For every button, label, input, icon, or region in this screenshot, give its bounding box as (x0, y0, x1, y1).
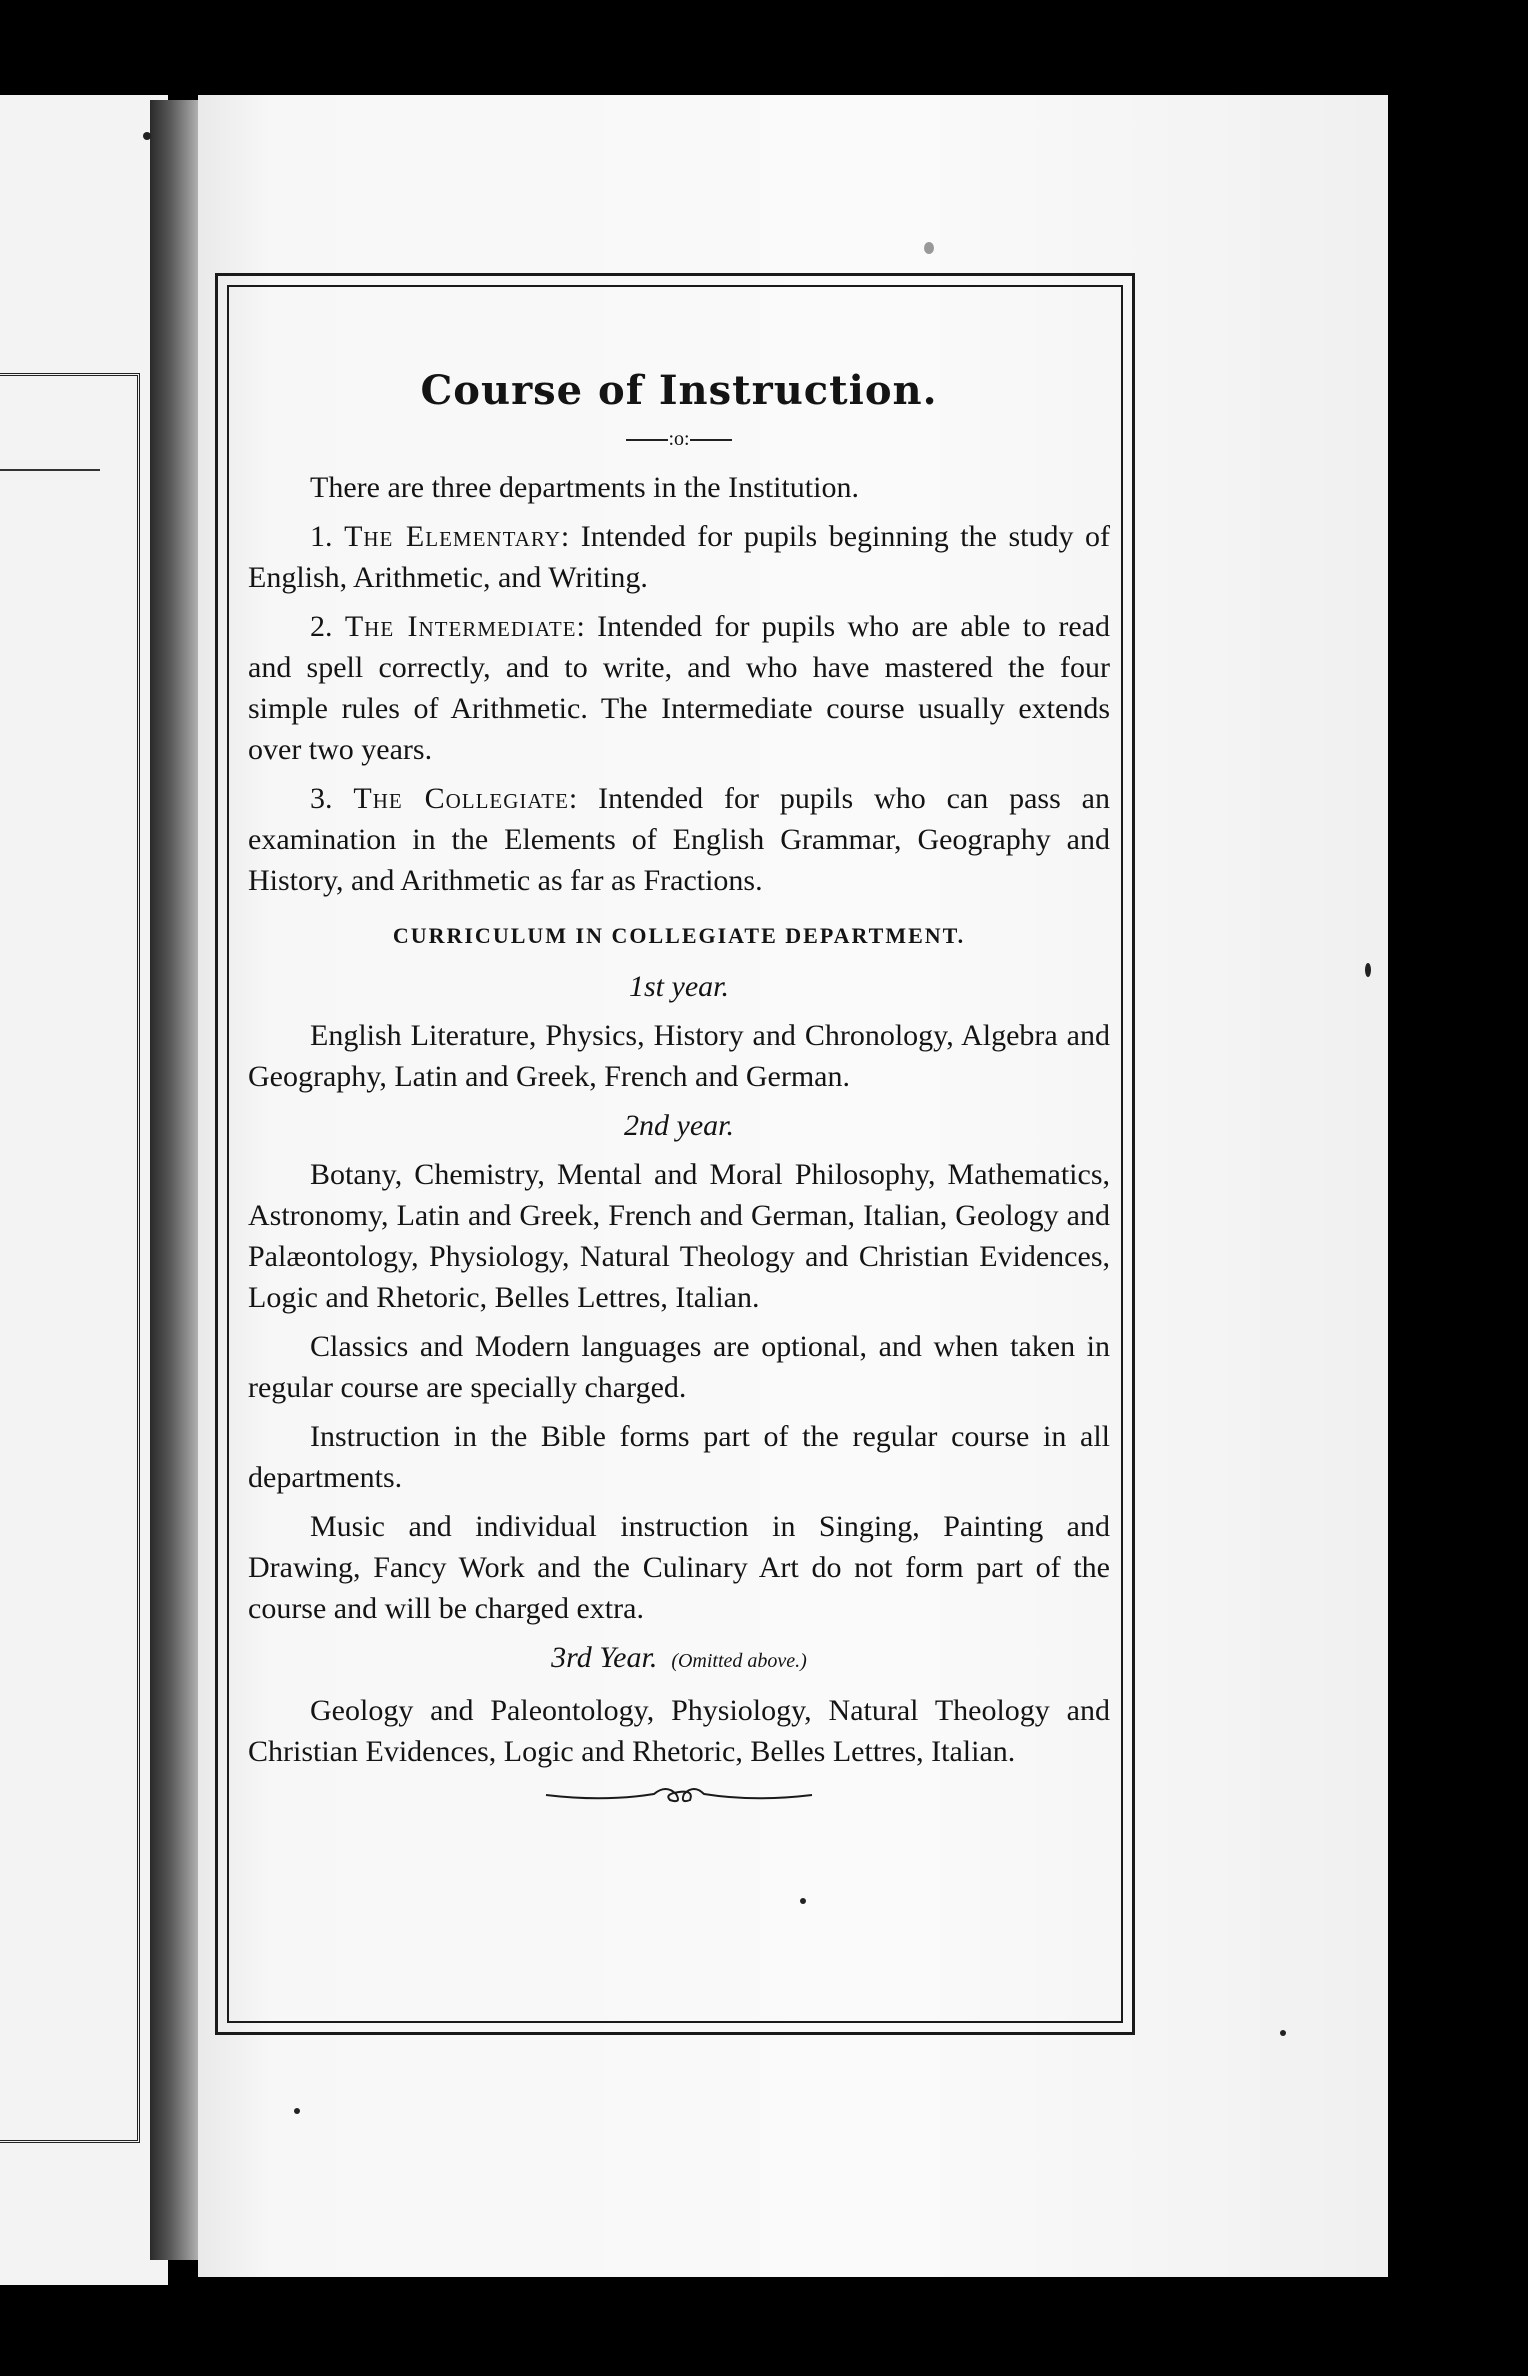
year-2-subjects: Botany, Chemistry, Mental and Moral Philosophy, Mathematics, Astronomy, Latin and Greek, French and German, Italian, Geology and Palæontology, Physiology, Natural Theology and Christian Evidences, Logic and Rhetoric, Belles Lettres, Italian. (248, 1158, 1110, 1314)
curriculum-heading: CURRICULUM IN COLLEGIATE DEPARTMENT. (392, 923, 966, 948)
year-3-heading (248, 1637, 1110, 1682)
end-flourish (248, 1780, 1110, 1821)
left-page-edge (0, 95, 168, 2285)
year-3-label: 3rd Year. (551, 1641, 658, 1674)
intro-paragraph: There are three departments in the Institution. (310, 471, 859, 504)
left-page-frame (0, 373, 140, 2143)
book-spine-shadow (150, 100, 202, 2260)
scan-speck (1280, 2030, 1286, 2036)
music-note: Music and individual instruction in Singing, Painting and Drawing, Fancy Work and the Culinary Art do not form part of the course and will be charged extra. (248, 1510, 1110, 1625)
department-description: : Intended for pupils beginning the study of English, Arithmetic, and Writing. (248, 520, 1110, 594)
year-2-label: 2nd year. (624, 1109, 734, 1142)
year-3-note: (Omitted above.) (671, 1650, 807, 1672)
department-number: 3. (310, 782, 333, 815)
department-name: The Elementary (344, 520, 561, 553)
department-elementary (248, 516, 1110, 598)
page-content (248, 365, 1110, 1821)
year-1-label: 1st year. (629, 970, 729, 1003)
scan-speck (143, 132, 151, 140)
department-name: The Intermediate (344, 610, 577, 643)
ornament-text: :o: (668, 428, 690, 450)
department-number: 1. (310, 520, 333, 553)
scan-speck (294, 2108, 300, 2114)
left-page-rule (0, 469, 100, 471)
year-1-subjects: English Literature, Physics, History and Chronology, Algebra and Geography, Latin and Greek, French and German. (248, 1019, 1110, 1093)
scan-background (0, 0, 1528, 95)
department-name: The Collegiate (353, 782, 569, 815)
flourish-ornament (544, 1780, 814, 1810)
scan-speck (800, 1898, 806, 1904)
department-description: : Intended for pupils who can pass an examination in the Elements of English Grammar, Geography and History, and Arithmetic as far as Fractions. (248, 782, 1110, 897)
department-description: : Intended for pupils who are able to read and spell correctly, and to write, and who have mastered the four simple rules of Arithmetic. The Intermediate course usually extends over two years. (248, 610, 1111, 766)
classics-note: Classics and Modern languages are optional, and when taken in regular course are specially charged. (248, 1330, 1110, 1404)
year-3-subjects: Geology and Paleontology, Physiology, Natural Theology and Christian Evidences, Logic and Rhetoric, Belles Lettres, Italian. (248, 1694, 1110, 1768)
department-number: 2. (310, 610, 333, 643)
department-collegiate (248, 778, 1110, 901)
ornament-line-right (690, 439, 732, 441)
bible-note: Instruction in the Bible forms part of the regular course in all departments. (248, 1420, 1110, 1494)
department-intermediate (248, 606, 1110, 770)
ornament-line-left (626, 439, 668, 441)
scan-speck (1365, 963, 1371, 977)
title-ornament (248, 425, 1110, 453)
scan-speck (924, 242, 934, 254)
page-title: Course of Instruction. (420, 367, 938, 414)
